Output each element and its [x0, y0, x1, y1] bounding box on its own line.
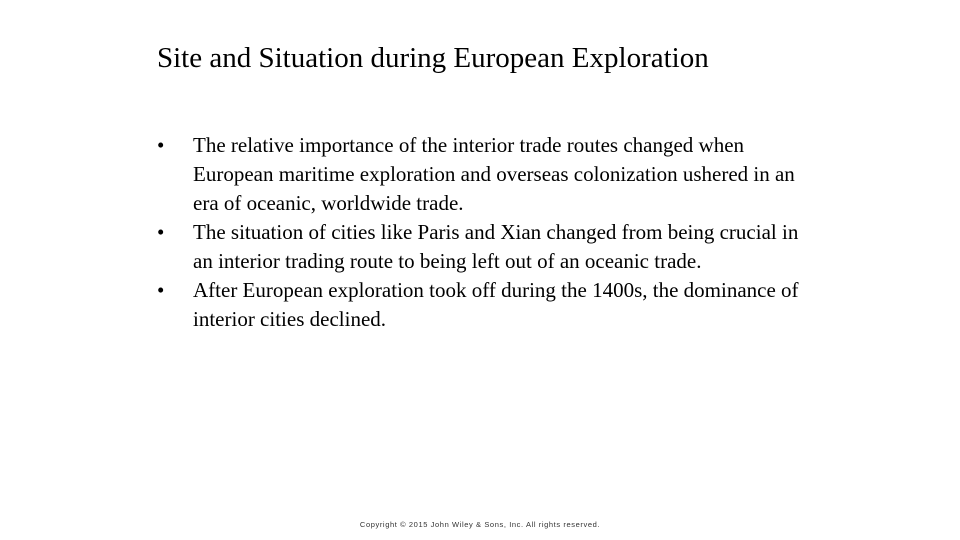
- bullet-list: [157, 131, 817, 334]
- bullet-text: The relative importance of the interior trade routes changed when European maritime exploration and overseas colonization ushered in an era of oceanic, worldwide trade.: [193, 133, 795, 215]
- bullet-item: [157, 131, 817, 218]
- bullet-text: After European exploration took off during the 1400s, the dominance of interior cities declined.: [193, 278, 799, 331]
- bullet-item: [157, 276, 817, 334]
- copyright-footer: Copyright © 2015 John Wiley & Sons, Inc. All rights reserved.: [359, 520, 601, 529]
- bullet-marker: •: [157, 133, 165, 157]
- bullet-item: [157, 218, 817, 276]
- bullet-marker: •: [157, 220, 165, 244]
- slide-title: Site and Situation during European Exploration: [157, 42, 709, 74]
- bullet-text: The situation of cities like Paris and Xian changed from being crucial in an interior trading route to being left out of an oceanic trade.: [193, 220, 799, 273]
- bullet-marker: •: [157, 278, 165, 302]
